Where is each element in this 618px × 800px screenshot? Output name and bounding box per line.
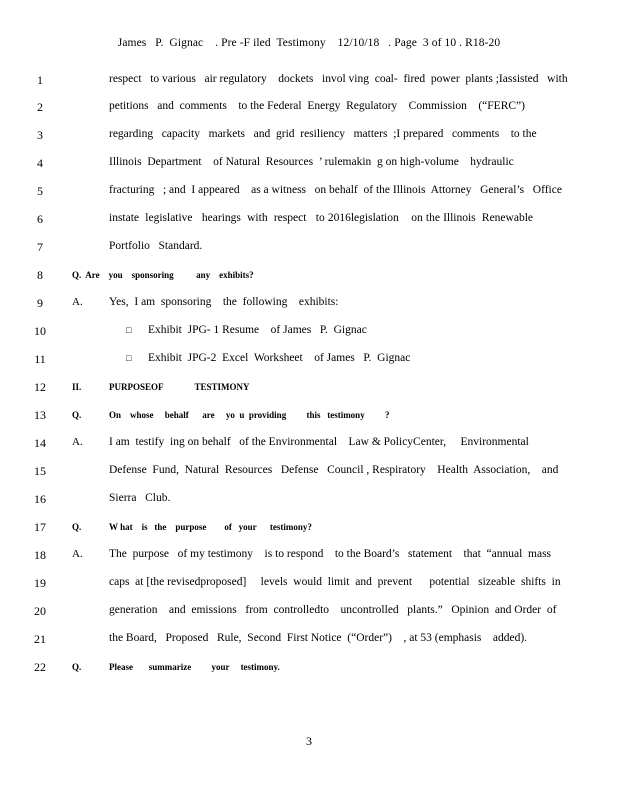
line-number: 13	[34, 408, 46, 422]
line-number: 20	[34, 604, 46, 618]
line-text: the Board, Proposed Rule, Second First Notice (“Order”) , at 53 (emphasis added).	[109, 632, 528, 644]
line-number: 19	[34, 576, 46, 590]
line-number: 11	[34, 352, 46, 366]
line-text: petitions and comments to the Federal Energy Regulatory Commission (“FERC”)	[109, 100, 525, 112]
line-text: Portfolio Standard.	[109, 240, 203, 252]
line-text: W hat is the purpose of your testimony?	[109, 522, 312, 532]
testimony-line	[0, 212, 618, 230]
page-number: 3	[306, 734, 312, 748]
line-number: 5	[37, 184, 43, 198]
page-header: James P. Gignac . Pre -F iled Testimony 12/10/18 . Page 3 of 10 . R18-20	[117, 37, 501, 49]
line-number: 18	[34, 548, 46, 562]
line-text: respect to various air regulatory dockets invol ving coal- fired power plants ;Iassisted with	[109, 73, 568, 85]
line-text: I am testify ing on behalf of the Environmental Law & PolicyCenter, Environmental	[109, 436, 529, 448]
line-text: generation and emissions from controlledto uncontrolled plants.” Opinion and Order of	[109, 604, 557, 616]
line-text: Sierra Club.	[109, 492, 171, 504]
bullet-icon: □	[126, 325, 132, 335]
line-text: Please summarize your testimony.	[109, 662, 280, 672]
testimony-line	[0, 156, 618, 174]
testimony-line	[0, 184, 618, 202]
testimony-line	[0, 660, 618, 678]
line-number: 4	[37, 156, 43, 170]
line-number: 14	[34, 436, 46, 450]
exhibit-text: Exhibit JPG-2 Excel Worksheet of James P. Gignac	[148, 352, 411, 364]
line-text: The purpose of my testimony is to respond to the Board’s statement that “annual mass	[109, 548, 552, 560]
line-text: Defense Fund, Natural Resources Defense Council , Respiratory Health Association, and	[109, 464, 559, 476]
question-answer-label: Q.	[72, 522, 82, 532]
exhibit-item	[126, 352, 410, 364]
testimony-line	[0, 380, 618, 398]
question-answer-label: II.	[72, 382, 82, 392]
line-number: 16	[34, 492, 46, 506]
question-answer-label: A.	[72, 296, 83, 308]
line-number: 15	[34, 464, 46, 478]
line-number: 10	[34, 324, 46, 338]
testimony-line	[0, 296, 618, 314]
testimony-line	[0, 604, 618, 622]
testimony-line	[0, 73, 618, 91]
line-text: Yes, I am sponsoring the following exhibits:	[109, 296, 339, 308]
line-text: PURPOSEOF TESTIMONY	[109, 382, 250, 392]
question-answer-label: A.	[72, 436, 83, 448]
line-number: 6	[37, 212, 43, 226]
testimony-line	[0, 436, 618, 454]
line-text: Q. Are you sponsoring any exhibits?	[72, 270, 254, 280]
line-text: fracturing ; and I appeared as a witness on behalf of the Illinois Attorney General’s Office	[109, 184, 562, 196]
line-number: 21	[34, 632, 46, 646]
line-text: Illinois Department of Natural Resources ’ rulemakin g on high-volume hydraulic	[109, 156, 514, 168]
testimony-line	[0, 408, 618, 426]
question-answer-label: A.	[72, 548, 83, 560]
testimony-line	[0, 492, 618, 510]
line-text: On whose behalf are yo u providing this testimony ?	[109, 410, 390, 420]
testimony-line	[0, 268, 618, 286]
testimony-line	[0, 240, 618, 258]
testimony-line	[0, 128, 618, 146]
line-text: caps at [the revisedproposed] levels would limit and prevent potential sizeable shifts in	[109, 576, 561, 588]
testimony-line	[0, 100, 618, 118]
testimony-line	[0, 324, 618, 342]
line-number: 8	[37, 268, 43, 282]
line-number: 2	[37, 100, 43, 114]
exhibit-text: Exhibit JPG- 1 Resume of James P. Gignac	[148, 324, 367, 336]
line-number: 17	[34, 520, 46, 534]
line-number: 3	[37, 128, 43, 142]
testimony-line	[0, 520, 618, 538]
question-answer-label: Q.	[72, 410, 82, 420]
line-number: 7	[37, 240, 43, 254]
bullet-icon: □	[126, 353, 132, 363]
testimony-line	[0, 548, 618, 566]
testimony-line	[0, 632, 618, 650]
line-text: regarding capacity markets and grid resiliency matters ;I prepared comments to the	[109, 128, 537, 140]
question-answer-label: Q.	[72, 662, 82, 672]
line-number: 1	[37, 73, 43, 87]
line-number: 12	[34, 380, 46, 394]
testimony-line	[0, 352, 618, 370]
testimony-line	[0, 464, 618, 482]
line-number: 22	[34, 660, 46, 674]
line-text: instate legislative hearings with respect to 2016legislation on the Illinois Renewable	[109, 212, 533, 224]
testimony-line	[0, 576, 618, 594]
line-number: 9	[37, 296, 43, 310]
exhibit-item	[126, 324, 367, 336]
